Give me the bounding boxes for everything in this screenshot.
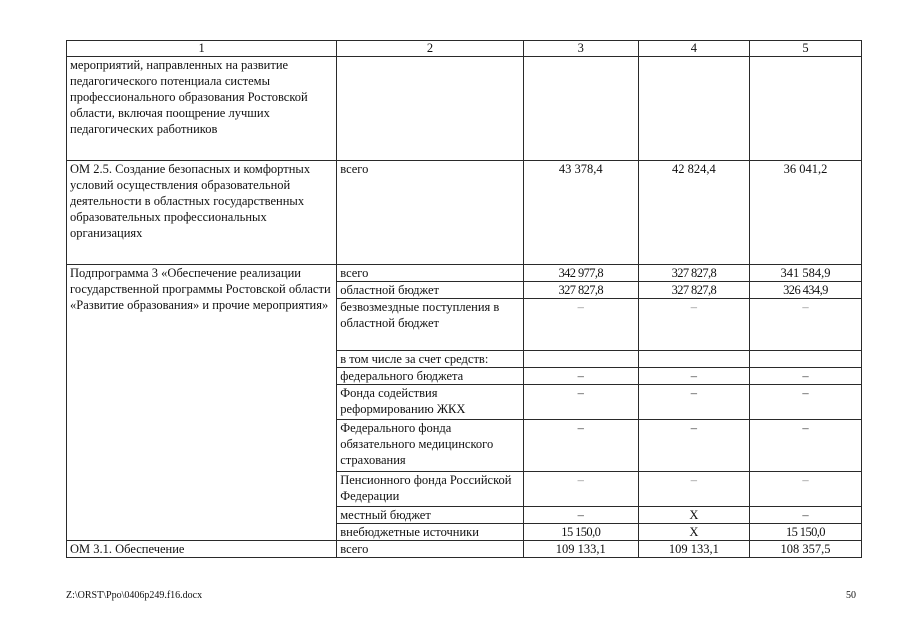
- source-label-cell: местный бюджет: [337, 507, 523, 524]
- source-label-cell: Федерального фонда обязательного медицинского страхования: [337, 420, 523, 472]
- program-name-cell: ОМ 3.1. Обеспечение: [67, 541, 337, 558]
- value-cell: 327 827,8: [523, 282, 638, 299]
- value-cell: –: [749, 507, 861, 524]
- source-label-cell: всего: [337, 161, 523, 265]
- program-name-cell: мероприятий, направленных на развитие педагогического потенциала системы профессионального образования Ростовской области, включая поощрение лучших педагогических работников: [67, 57, 337, 161]
- value-cell: –: [523, 368, 638, 385]
- value-cell: 15 150,0: [523, 524, 638, 541]
- source-label-cell: Фонда содействия реформированию ЖКХ: [337, 385, 523, 420]
- column-number: 2: [337, 41, 523, 57]
- page-number: 50: [846, 590, 856, 601]
- value-cell: 109 133,1: [638, 541, 749, 558]
- value-cell: –: [749, 368, 861, 385]
- value-cell: [523, 57, 638, 161]
- value-cell: –: [749, 420, 861, 472]
- value-cell: 42 824,4: [638, 161, 749, 265]
- column-number: 4: [638, 41, 749, 57]
- budget-table: [66, 40, 862, 558]
- value-cell: 43 378,4: [523, 161, 638, 265]
- value-cell: –: [523, 507, 638, 524]
- value-cell: –: [523, 420, 638, 472]
- value-cell: 36 041,2: [749, 161, 861, 265]
- value-cell: Х: [638, 524, 749, 541]
- value-cell: –: [523, 299, 638, 351]
- value-cell: 327 827,8: [638, 265, 749, 282]
- program-name-cell: Подпрограмма 3 «Обеспечение реализации государственной программы Ростовской области «Развитие образования» и прочие мероприятия»: [67, 265, 337, 541]
- column-number: 3: [523, 41, 638, 57]
- value-cell: –: [749, 299, 861, 351]
- source-label-cell: всего: [337, 541, 523, 558]
- value-cell: –: [523, 385, 638, 420]
- column-number: 1: [67, 41, 337, 57]
- program-name-cell: ОМ 2.5. Создание безопасных и комфортных условий осуществления образовательной деятельности в областных государственных образовательных профессиональных организациях: [67, 161, 337, 265]
- value-cell: [749, 57, 861, 161]
- value-cell: –: [638, 299, 749, 351]
- value-cell: –: [638, 368, 749, 385]
- value-cell: 342 977,8: [523, 265, 638, 282]
- value-cell: –: [523, 472, 638, 507]
- value-cell: –: [638, 472, 749, 507]
- source-label-cell: [337, 57, 523, 161]
- value-cell: [523, 351, 638, 368]
- source-label-cell: всего: [337, 265, 523, 282]
- source-label-cell: Пенсионного фонда Российской Федерации: [337, 472, 523, 507]
- table-row: [67, 57, 862, 161]
- source-label-cell: в том числе за счет средств:: [337, 351, 523, 368]
- value-cell: [638, 57, 749, 161]
- file-path-footer: Z:\ORST\Ppo\0406p249.f16.docx: [66, 590, 203, 601]
- value-cell: –: [638, 420, 749, 472]
- value-cell: Х: [638, 507, 749, 524]
- column-number-row: [67, 41, 862, 57]
- value-cell: 326 434,9: [749, 282, 861, 299]
- value-cell: –: [638, 385, 749, 420]
- source-label-cell: федерального бюджета: [337, 368, 523, 385]
- source-label-cell: областной бюджет: [337, 282, 523, 299]
- value-cell: [638, 351, 749, 368]
- table-row: [67, 541, 862, 558]
- table-row: [67, 265, 862, 282]
- value-cell: 108 357,5: [749, 541, 861, 558]
- value-cell: –: [749, 385, 861, 420]
- value-cell: 15 150,0: [749, 524, 861, 541]
- value-cell: 109 133,1: [523, 541, 638, 558]
- source-label-cell: внебюджетные источники: [337, 524, 523, 541]
- value-cell: 341 584,9: [749, 265, 861, 282]
- value-cell: –: [749, 472, 861, 507]
- table-row: [67, 161, 862, 265]
- source-label-cell: безвозмездные поступления в областной бюджет: [337, 299, 523, 351]
- value-cell: 327 827,8: [638, 282, 749, 299]
- value-cell: [749, 351, 861, 368]
- column-number: 5: [749, 41, 861, 57]
